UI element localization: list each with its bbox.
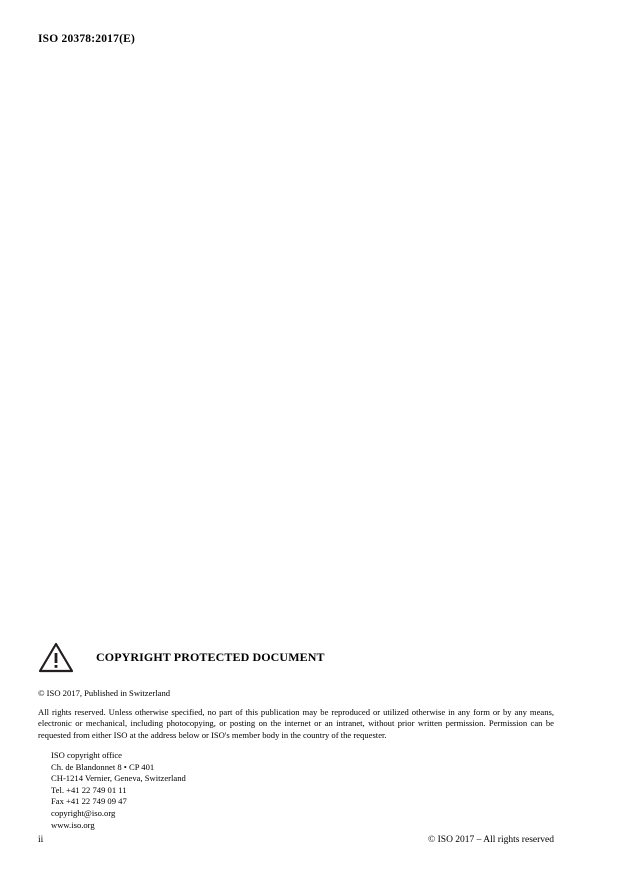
warning-triangle-icon [38, 641, 74, 673]
copyright-paragraph: All rights reserved. Unless otherwise specified, no part of this publication may be reproduced or utilized otherwise in any form or by any means, electronic or mechanical, including photocopying, or posting on the internet or an intranet, without prior written permission. Permission can be requested from either ISO at the address below or ISO's member body in the country of the requester. [38, 707, 554, 740]
copyright-notice-line: © ISO 2017, Published in Switzerland [38, 688, 171, 698]
iso-website-link[interactable]: www.iso.org [51, 819, 95, 830]
copyright-title-row [38, 640, 554, 674]
document-header: ISO 20378:2017(E) [38, 33, 136, 45]
address-line: Tel. +41 22 749 01 11 [51, 784, 127, 795]
address-line: ISO copyright office [51, 750, 122, 761]
address-line: CH-1214 Vernier, Geneva, Switzerland [51, 773, 186, 784]
copyright-title: COPYRIGHT PROTECTED DOCUMENT [96, 649, 325, 664]
address-line: Fax +41 22 749 09 47 [51, 796, 127, 807]
copyright-email[interactable]: copyright@iso.org [51, 808, 116, 818]
footer-rights-text: © ISO 2017 – All rights reserved [428, 835, 554, 845]
copyright-protected-document-block [38, 640, 554, 831]
page-number: ii [38, 835, 44, 845]
address-line: Ch. de Blandonnet 8 • CP 401 [51, 761, 155, 772]
iso-copyright-office-address [51, 750, 554, 831]
